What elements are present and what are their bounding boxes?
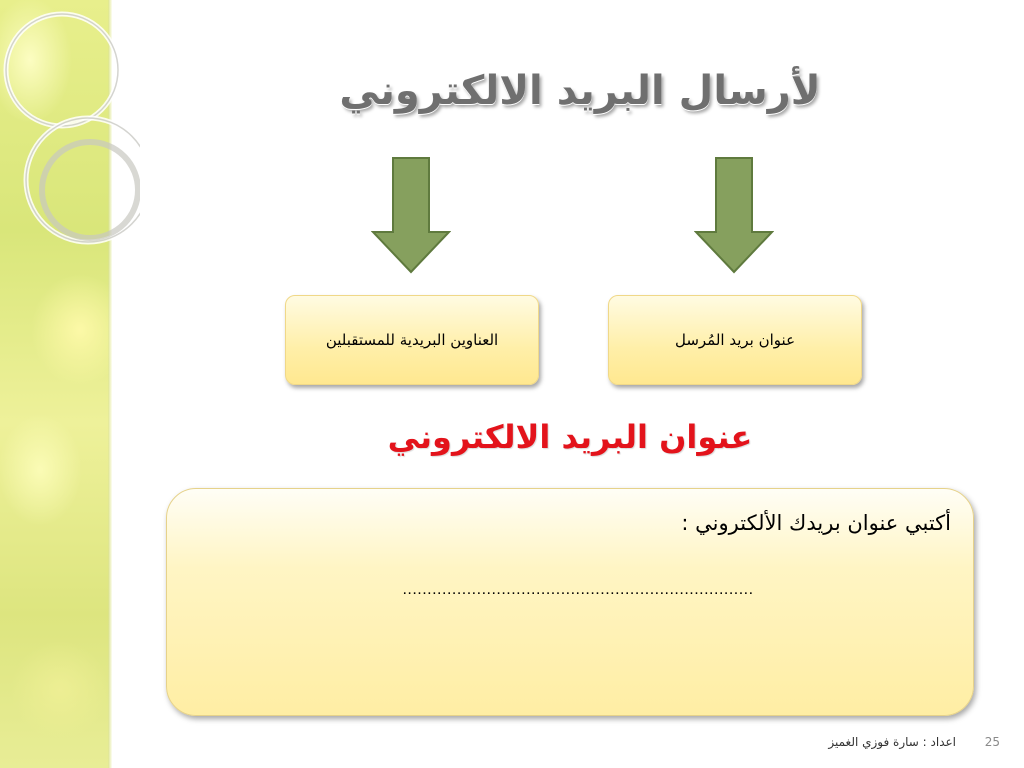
email-prompt: أكتبي عنوان بريدك الألكتروني :	[681, 511, 951, 535]
sender-address-label: عنوان بريد المُرسل	[674, 331, 796, 349]
arrow-down-icon	[694, 156, 774, 274]
sender-address-box	[608, 295, 862, 385]
email-entry-panel	[166, 488, 974, 716]
email-answer-line: .......................................................................	[402, 581, 754, 598]
email-address-heading: عنوان البريد الالكتروني	[387, 418, 753, 456]
recipients-address-label: العناوين البريدية للمستقبلين	[325, 331, 499, 349]
footer-author: اعداد : سارة فوزي الغميز	[828, 735, 956, 749]
arrow-down-icon	[371, 156, 451, 274]
recipients-address-box	[285, 295, 539, 385]
page-number: 25	[984, 735, 1000, 749]
decorative-side-strip	[0, 0, 112, 768]
slide-title: لأرسال البريد الالكتروني	[339, 68, 821, 114]
